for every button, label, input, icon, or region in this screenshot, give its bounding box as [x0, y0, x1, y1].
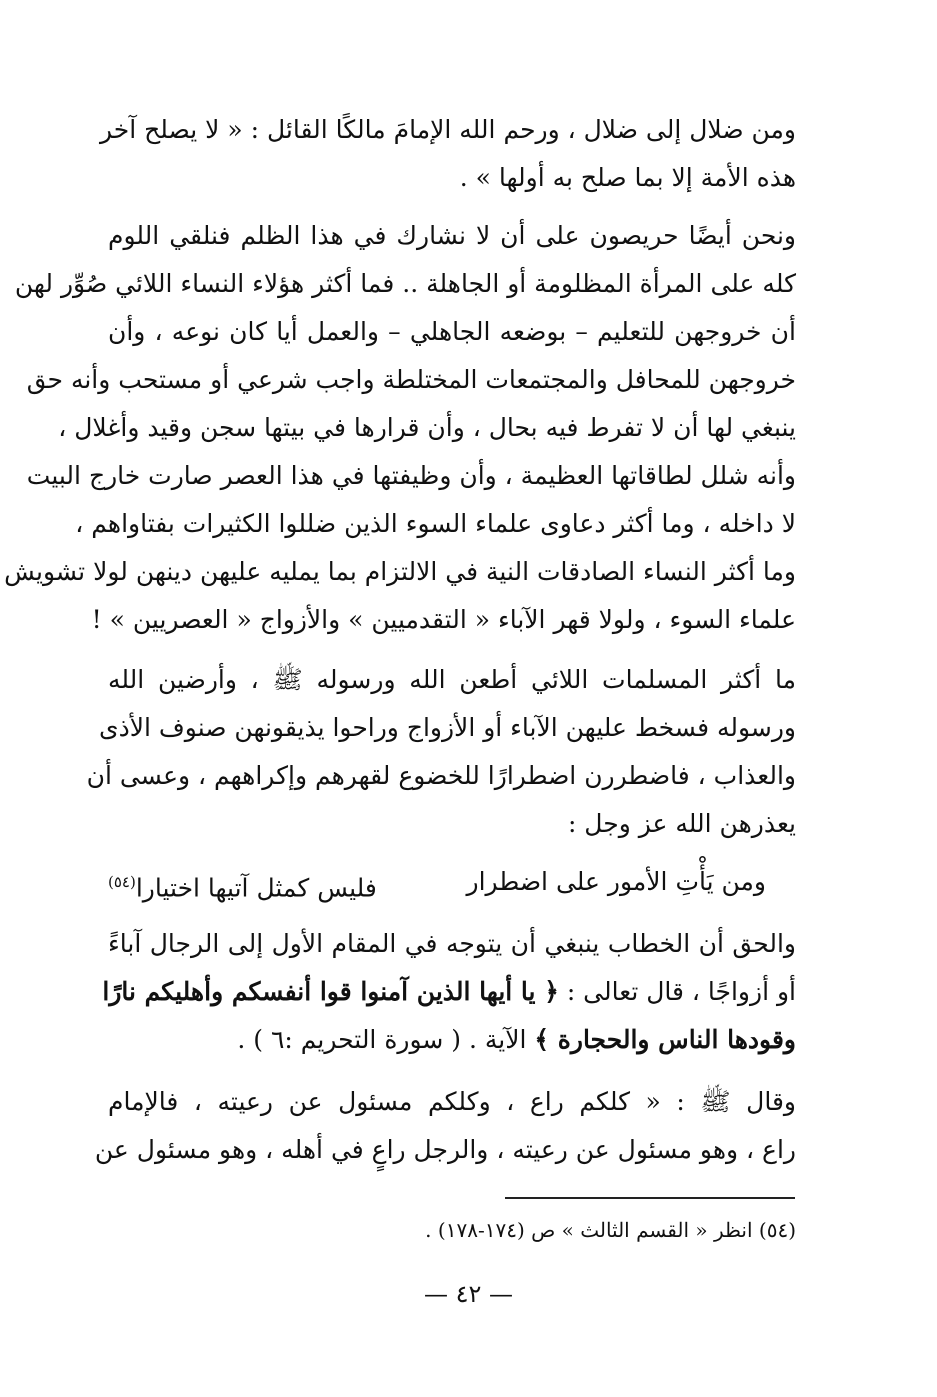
text-line: والعذاب ، فاضطررن اضطرارًا للخضوع لقهرهم وإكراههم ، وعسى أن [86, 761, 796, 790]
paragraph-1 [100, 106, 796, 202]
paragraph-3 [86, 656, 796, 848]
paragraph-2 [4, 212, 796, 644]
text-line: وقال ﷺ : « كلكم راع ، وكلكم مسئول عن رعيته ، فالإمام [108, 1087, 796, 1116]
text-line: خروجهن للمحافل والمجتمعات المختلطة واجب شرعي أو مستحب وأنه حق [26, 365, 796, 394]
text-line: علماء السوء ، ولولا قهر الآباء « التقدميين » والأزواج « العصريين » ! [91, 605, 796, 634]
text-line: ومن ضلال إلى ضلال ، ورحم الله الإمامَ مالكًا القائل : « لا يصلح آخر [100, 115, 796, 144]
poem-hemistich-1: ومن يَأْتِ الأمور على اضطرار [466, 867, 766, 896]
paragraph-4 [102, 920, 796, 1064]
text-line: ما أكثر المسلمات اللائي أطعن الله ورسوله ﷺ ، وأرضين الله [108, 665, 796, 694]
text-line: أن خروجهن للتعليم – بوضعه الجاهلي – والعمل أيا كان نوعه ، وأن [108, 317, 796, 346]
footnote: (٥٤) انظر « القسم الثالث » ص (١٧٤-١٧٨) . [425, 1218, 796, 1242]
text-line: ونحن أيضًا حريصون على أن لا نشارك في هذا الظلم فنلقي اللوم [108, 221, 796, 250]
page-number: — ٤٢ — [423, 1280, 514, 1308]
text-plain: الآية . ( سورة التحريم :٦ ) . [237, 1025, 527, 1054]
poem-hemistich-2 [108, 858, 377, 912]
text-line: يعذرهن الله عز وجل : [567, 809, 796, 838]
text-line: كله على المرأة المظلومة أو الجاهلة .. فما أكثر هؤلاء النساء اللائي صُوِّر لهن [14, 269, 796, 298]
text-plain: أو أزواجًا ، قال تعالى : [566, 977, 796, 1006]
text-line: والحق أن الخطاب ينبغي أن يتوجه في المقام الأول إلى الرجال آباءً [108, 929, 796, 958]
text-line [108, 1016, 796, 1064]
text-line: وما أكثر النساء الصادقات النية في الالتزام بما يمليه عليهن دينهن لولا تشويش [4, 557, 796, 586]
text-line: لا داخله ، وما أكثر دعاوى علماء السوء الذين ضللوا الكثيرات بفتاواهم ، [75, 509, 796, 538]
text-line: وأنه شلل لطاقاتها العظيمة ، وأن وظيفتها في هذا العصر صارت خارج البيت [26, 461, 796, 490]
poem-verse [108, 858, 796, 906]
hemistich-text: فليس كمثل آتيها اختيارا [135, 873, 377, 903]
text-line: ينبغي لها أن لا تفرط فيه بحال ، وأن قرارها في بيتها سجن وقيد وأغلال ، [58, 413, 796, 442]
text-line: هذه الأمة إلا بما صلح به أولها » . [459, 163, 796, 192]
quran-verse: ﴿ يا أيها الذين آمنوا قوا أنفسكم وأهليكم نارًا [102, 977, 559, 1006]
text-line: ورسوله فسخط عليهن الآباء أو الأزواج وراحوا يذيقونهن صنوف الأذى [99, 713, 796, 742]
footnote-ref: (٥٤) [108, 873, 136, 891]
text-line: راع ، وهو مسئول عن رعيته ، والرجل راعٍ في أهله ، وهو مسئول عن [94, 1135, 796, 1164]
quran-verse: وقودها الناس والحجارة ﴾ [534, 1025, 796, 1054]
text-line [102, 968, 796, 1016]
paragraph-5 [94, 1078, 796, 1174]
footnote-divider [505, 1197, 795, 1199]
